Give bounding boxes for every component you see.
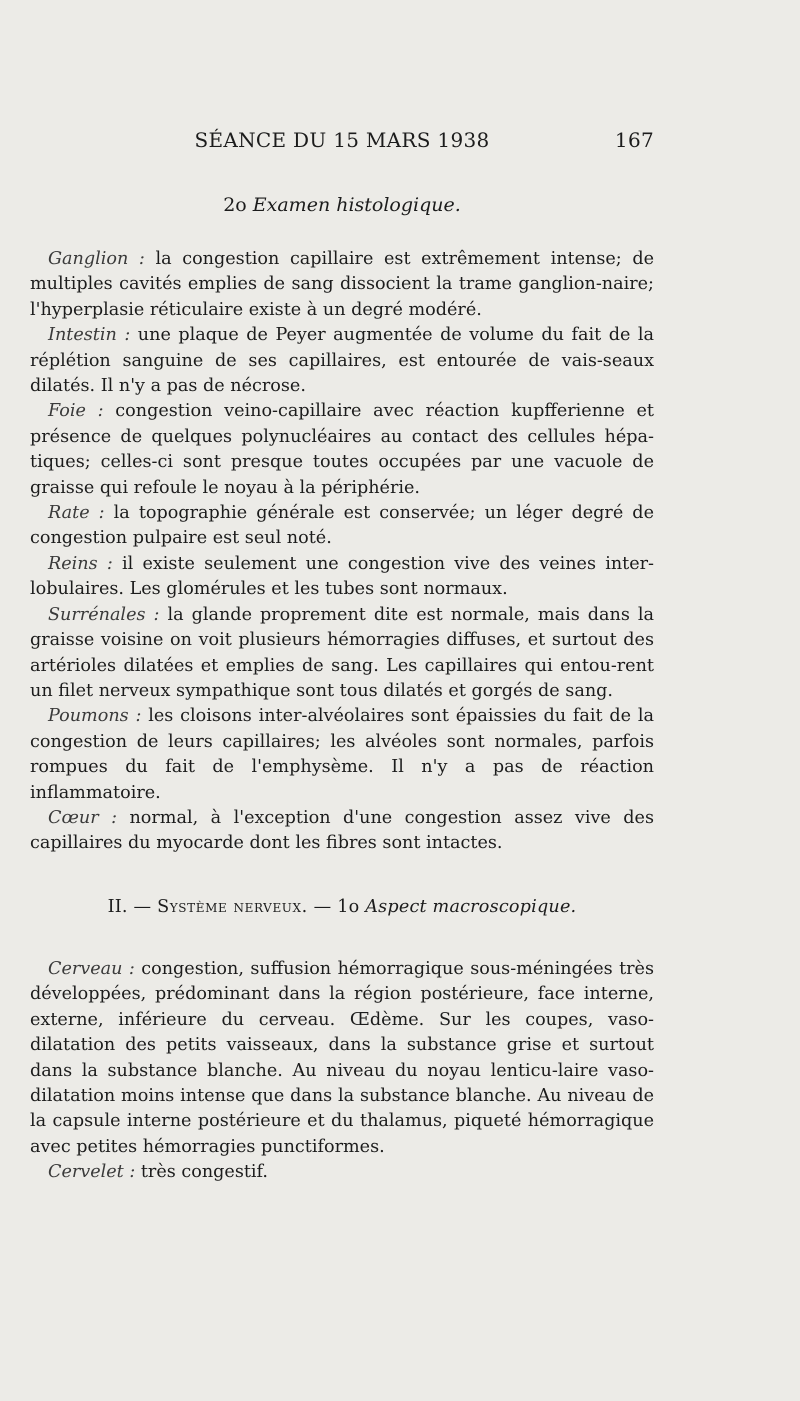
entry-term: Foie :	[48, 401, 104, 422]
entry-text: la congestion capillaire est extrêmement intense; de multiples cavités emplies de sang dissocient la trame ganglion-naire; l'hyperplasie réticulaire existe à un degré modéré.	[30, 249, 655, 320]
entry-cervelet	[30, 1160, 654, 1185]
entry-text: il existe seulement une congestion vive des veines inter-lobulaires. Les glomérules et les tubes sont normaux.	[30, 553, 655, 600]
entry-cerveau	[30, 957, 654, 1160]
part-sub-number: 1o	[337, 897, 360, 917]
entry-poumons	[30, 704, 654, 806]
entry-surrenales	[30, 603, 654, 705]
running-head-title: SÉANCE DU 15 MARS 1938	[194, 128, 490, 152]
entry-text: normal, à l'exception d'une congestion assez vive des capillaires du myocarde dont les fibres sont intactes.	[30, 807, 655, 854]
section-number: 2o	[223, 194, 247, 216]
running-head	[30, 128, 654, 156]
macroscopic-entries	[30, 957, 654, 1186]
entry-term: Intestin :	[48, 325, 131, 346]
entry-term: Cervelet :	[48, 1162, 136, 1183]
entry-term: Cœur :	[48, 807, 117, 828]
entry-term: Cerveau :	[48, 959, 135, 979]
section-heading	[30, 194, 654, 216]
entry-text: la topographie générale est conservée; un léger degré de congestion pulpaire est seul noté.	[30, 503, 654, 549]
entry-term: Surrénales :	[48, 604, 160, 625]
section-title: Examen histologique.	[252, 194, 461, 216]
entry-text: la glande proprement dite est normale, mais dans la graisse voisine on voit plusieurs hémorragies diffuses, et surtout des artérioles dilatées et emplies de sang. Les capillaires qui entou-rent un filet nerveux sympathique sont tous dilatés et gorgés de sang.	[30, 604, 654, 701]
part-sub-title: Aspect macroscopique.	[365, 897, 577, 917]
entry-coeur	[30, 806, 654, 857]
entry-text: congestion, suffusion hémorragique sous-méningées très développées, prédominant dans la région postérieure, face interne, externe, inférieure du cerveau. Œdème. Sur les coupes, vaso-dilatation des petits vaisseaux, dans la substance grise et surtout dans la substance blanche. Au niveau du noyau lenticu-laire vaso-dilatation moins intense que dans la substance blanche. Au niveau de la capsule interne postérieure et du thalamus, piqueté hémorragique avec petites hémorragies punctiformes.	[30, 959, 654, 1157]
part-dash: —	[313, 897, 332, 917]
entry-text: les cloisons inter-alvéolaires sont épaissies du fait de la congestion de leurs capillaires; les alvéoles sont normales, parfois rompues du fait de l'emphysème. Il n'y a pas de réaction inflammatoire.	[30, 706, 654, 803]
entry-text: une plaque de Peyer augmentée de volume du fait de la réplétion sanguine de ses capillaires, est entourée de vais-seaux dilatés. Il n'y a pas de nécrose.	[30, 325, 654, 397]
entry-text: congestion veino-capillaire avec réaction kupfferienne et présence de quelques polynucléaires au contact des cellules hépa-tiques; celles-ci sont presque toutes occupées par une vacuole de graisse qui refoule le noyau à la périphérie.	[30, 401, 654, 498]
entry-reins	[30, 552, 654, 603]
entry-foie	[30, 399, 654, 501]
entry-text: très congestif.	[140, 1162, 269, 1183]
part-numeral: II.	[107, 897, 128, 917]
entry-term: Poumons :	[48, 706, 142, 727]
entry-ganglion	[30, 247, 654, 323]
part-dash: —	[133, 897, 152, 917]
entry-rate	[30, 501, 654, 552]
entry-term: Ganglion :	[48, 249, 145, 269]
entry-intestin	[30, 323, 654, 399]
part-heading	[30, 897, 654, 917]
entry-term: Rate :	[48, 503, 105, 524]
histology-entries	[30, 247, 654, 857]
entry-term: Reins :	[48, 553, 113, 574]
page-number: 167	[614, 128, 654, 152]
part-title: Système nerveux.	[157, 897, 308, 917]
